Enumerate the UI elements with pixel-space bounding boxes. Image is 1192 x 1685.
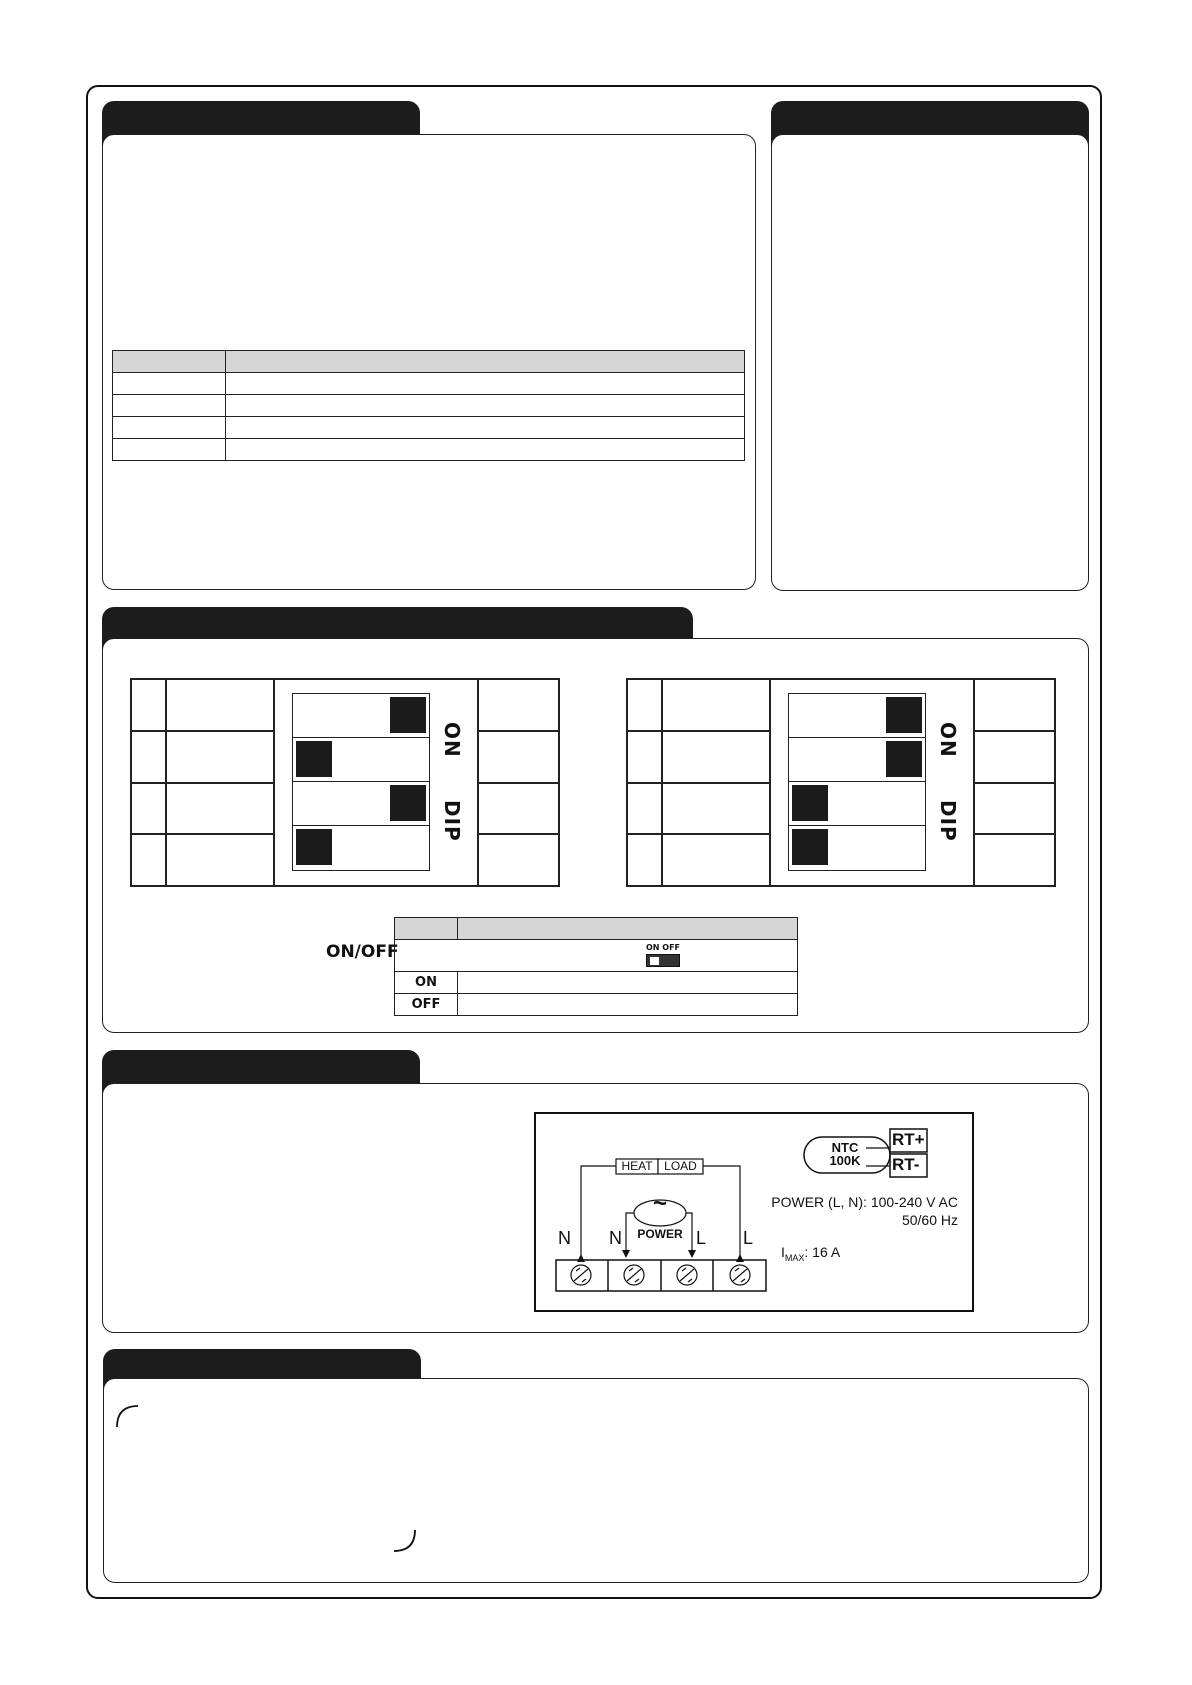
table-cell: [226, 417, 745, 439]
dip-switch-2[interactable]: [789, 738, 925, 782]
table-cell: [226, 395, 745, 417]
dip-switch-right: [788, 693, 926, 871]
section-1-table: [112, 350, 745, 461]
table-cell: [113, 395, 226, 417]
wiring-diagram: [534, 1112, 974, 1312]
terminal-label-l1: L: [696, 1228, 707, 1248]
dip-dip-label-left: DIP: [440, 800, 464, 842]
dip-switch-left: [292, 693, 430, 871]
load-label: LOAD: [664, 1159, 697, 1173]
rt-minus-label: RT-: [892, 1155, 920, 1174]
power-spec-line1: POWER (L, N): 100-240 V AC: [771, 1194, 958, 1210]
table-header-cell: [226, 351, 745, 373]
onoff-table: [394, 917, 798, 1016]
section-5-panel: [103, 1378, 1089, 1583]
onoff-switch-legend: [643, 943, 683, 967]
dip-switch-3[interactable]: [293, 782, 429, 826]
terminal-label-l2: L: [743, 1228, 754, 1248]
power-spec-line2: 50/60 Hz: [901, 1212, 958, 1228]
imax-sub: MAX: [784, 1252, 805, 1263]
power-symbol: ~: [652, 1190, 667, 1217]
onoff-row-off: OFF: [395, 994, 458, 1016]
table-cell: [113, 417, 226, 439]
onoff-row-label: ON/OFF: [326, 942, 399, 962]
terminal-label-n2: N: [609, 1228, 622, 1248]
power-label: POWER: [637, 1227, 683, 1241]
imax-prefix: I: [781, 1244, 785, 1260]
dip-dip-label-right: DIP: [936, 800, 960, 842]
table-header-cell: [113, 351, 226, 373]
imax-spec: [781, 1244, 840, 1263]
heat-label: HEAT: [621, 1159, 653, 1173]
onoff-row-on: ON: [395, 972, 458, 994]
table-cell: [226, 439, 745, 461]
table-cell: [113, 439, 226, 461]
ntc-value: 100K: [829, 1153, 861, 1168]
rt-plus-label: RT+: [892, 1130, 925, 1149]
slide-switch-icon: [646, 954, 680, 967]
dip-switch-1[interactable]: [789, 694, 925, 738]
dip-switch-2[interactable]: [293, 738, 429, 782]
table-cell: [226, 373, 745, 395]
legend-off-label: OFF: [662, 943, 681, 952]
dip-switch-4[interactable]: [789, 826, 925, 870]
dip-switch-3[interactable]: [789, 782, 925, 826]
section-2-panel: [771, 134, 1089, 591]
table-cell: [113, 373, 226, 395]
ntc-label: NTC: [831, 1140, 859, 1155]
imax-value: : 16 A: [804, 1244, 841, 1260]
terminal-label-n1: N: [558, 1228, 571, 1248]
dip-switch-1[interactable]: [293, 694, 429, 738]
dip-on-label-left: ON: [440, 722, 464, 758]
dip-switch-4[interactable]: [293, 826, 429, 870]
dip-on-label-right: ON: [936, 722, 960, 758]
legend-on-label: ON: [645, 943, 660, 952]
